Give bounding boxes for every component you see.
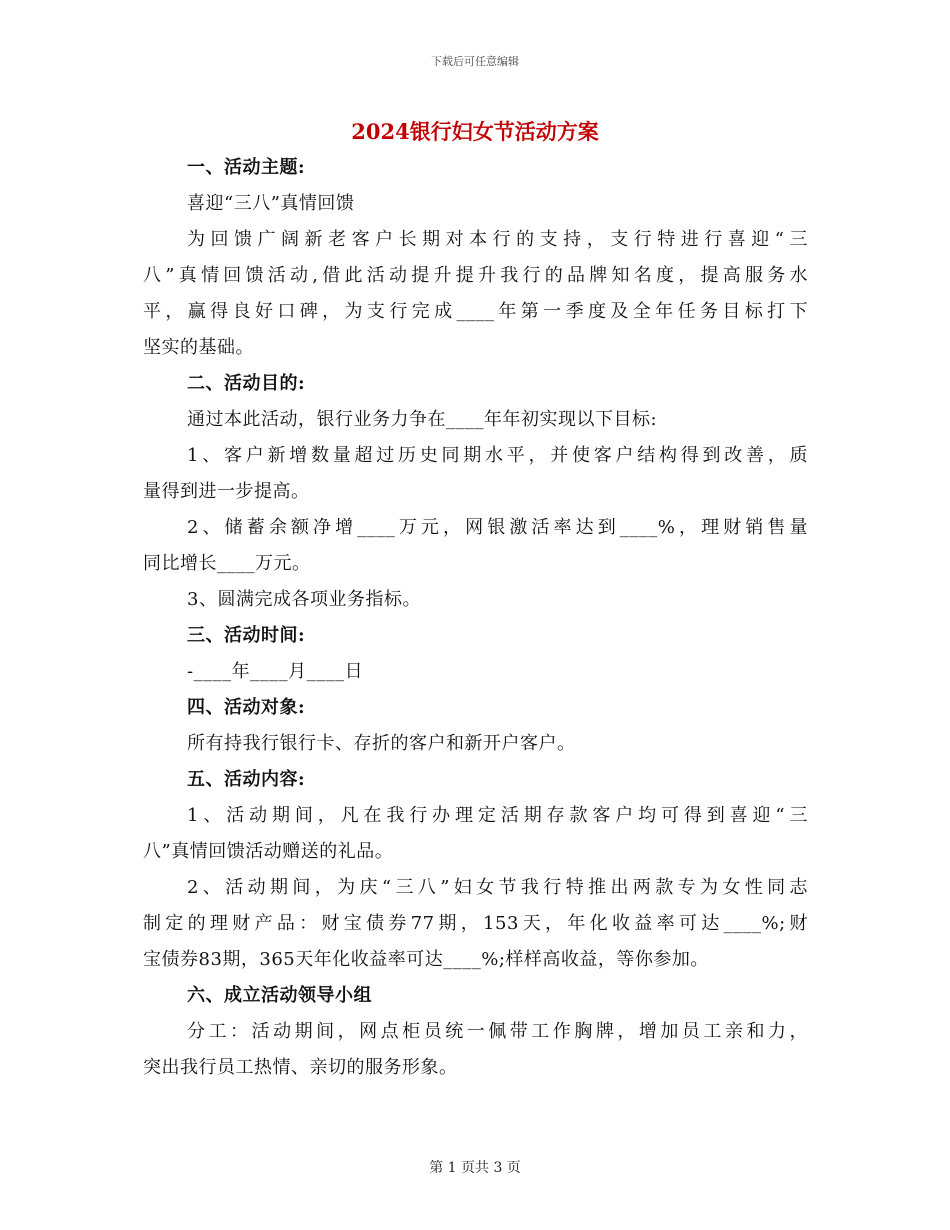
- list-item-line: 1、活动期间，凡在我行办理定活期存款客户均可得到喜迎“三: [187, 805, 808, 826]
- page-footer: 第 1 页共 3 页: [429, 1160, 521, 1176]
- list-item-line: 量得到进一步提高。: [143, 481, 310, 502]
- paragraph-line: 通过本此活动，银行业务力争在____年年初实现以下目标:: [187, 409, 658, 430]
- paragraph-line: 平，赢得良好口碑，为支行完成____年第一季度及全年任务目标打下: [143, 301, 808, 322]
- paragraph-line: 坚实的基础。: [143, 337, 254, 358]
- date-line: -____年____月____日: [187, 661, 364, 682]
- section-heading-leadership: 六、成立活动领导小组: [187, 985, 372, 1006]
- section-heading-theme: 一、活动主题:: [187, 157, 306, 178]
- section-heading-purpose: 二、活动目的:: [187, 373, 306, 394]
- list-item-line: 宝债券83期，365天年化收益率可达____%;样样高收益，等你参加。: [143, 949, 709, 970]
- section-heading-audience: 四、活动对象:: [187, 697, 306, 718]
- document-body: [143, 150, 808, 1086]
- list-item-line: 2、储蓄余额净增____万元，网银激活率达到____%，理财销售量: [187, 517, 808, 538]
- list-item-line: 1、客户新增数量超过历史同期水平，并使客户结构得到改善，质: [187, 445, 808, 466]
- paragraph-line: 突出我行员工热情、亲切的服务形象。: [143, 1057, 458, 1078]
- list-item-line: 3、圆满完成各项业务指标。: [187, 589, 421, 610]
- list-item-line: 八”真情回馈活动赠送的礼品。: [143, 841, 394, 862]
- paragraph-line: 分工：活动期间，网点柜员统一佩带工作胸牌，增加员工亲和力，: [187, 1021, 808, 1042]
- section-heading-time: 三、活动时间:: [187, 625, 306, 646]
- paragraph-line: 所有持我行银行卡、存折的客户和新开户客户。: [187, 733, 576, 754]
- section-heading-content: 五、活动内容:: [187, 769, 306, 790]
- list-item-line: 同比增长____万元。: [143, 553, 311, 574]
- paragraph-line: 为回馈广阔新老客户长期对本行的支持，支行特进行喜迎“三: [187, 229, 808, 250]
- list-item-line: 制定的理财产品：财宝债券77期，153天，年化收益率可达____%;财: [143, 913, 808, 934]
- list-item-line: 2、活动期间，为庆“三八”妇女节我行特推出两款专为女性同志: [187, 877, 808, 898]
- paragraph-line: 八”真情回馈活动,借此活动提升提升我行的品牌知名度，提高服务水: [143, 265, 808, 286]
- header-note: 下载后可任意编辑: [431, 55, 519, 68]
- document-title: 2024银行妇女节活动方案: [351, 119, 599, 144]
- theme-text: 喜迎“三八”真情回馈: [187, 193, 355, 214]
